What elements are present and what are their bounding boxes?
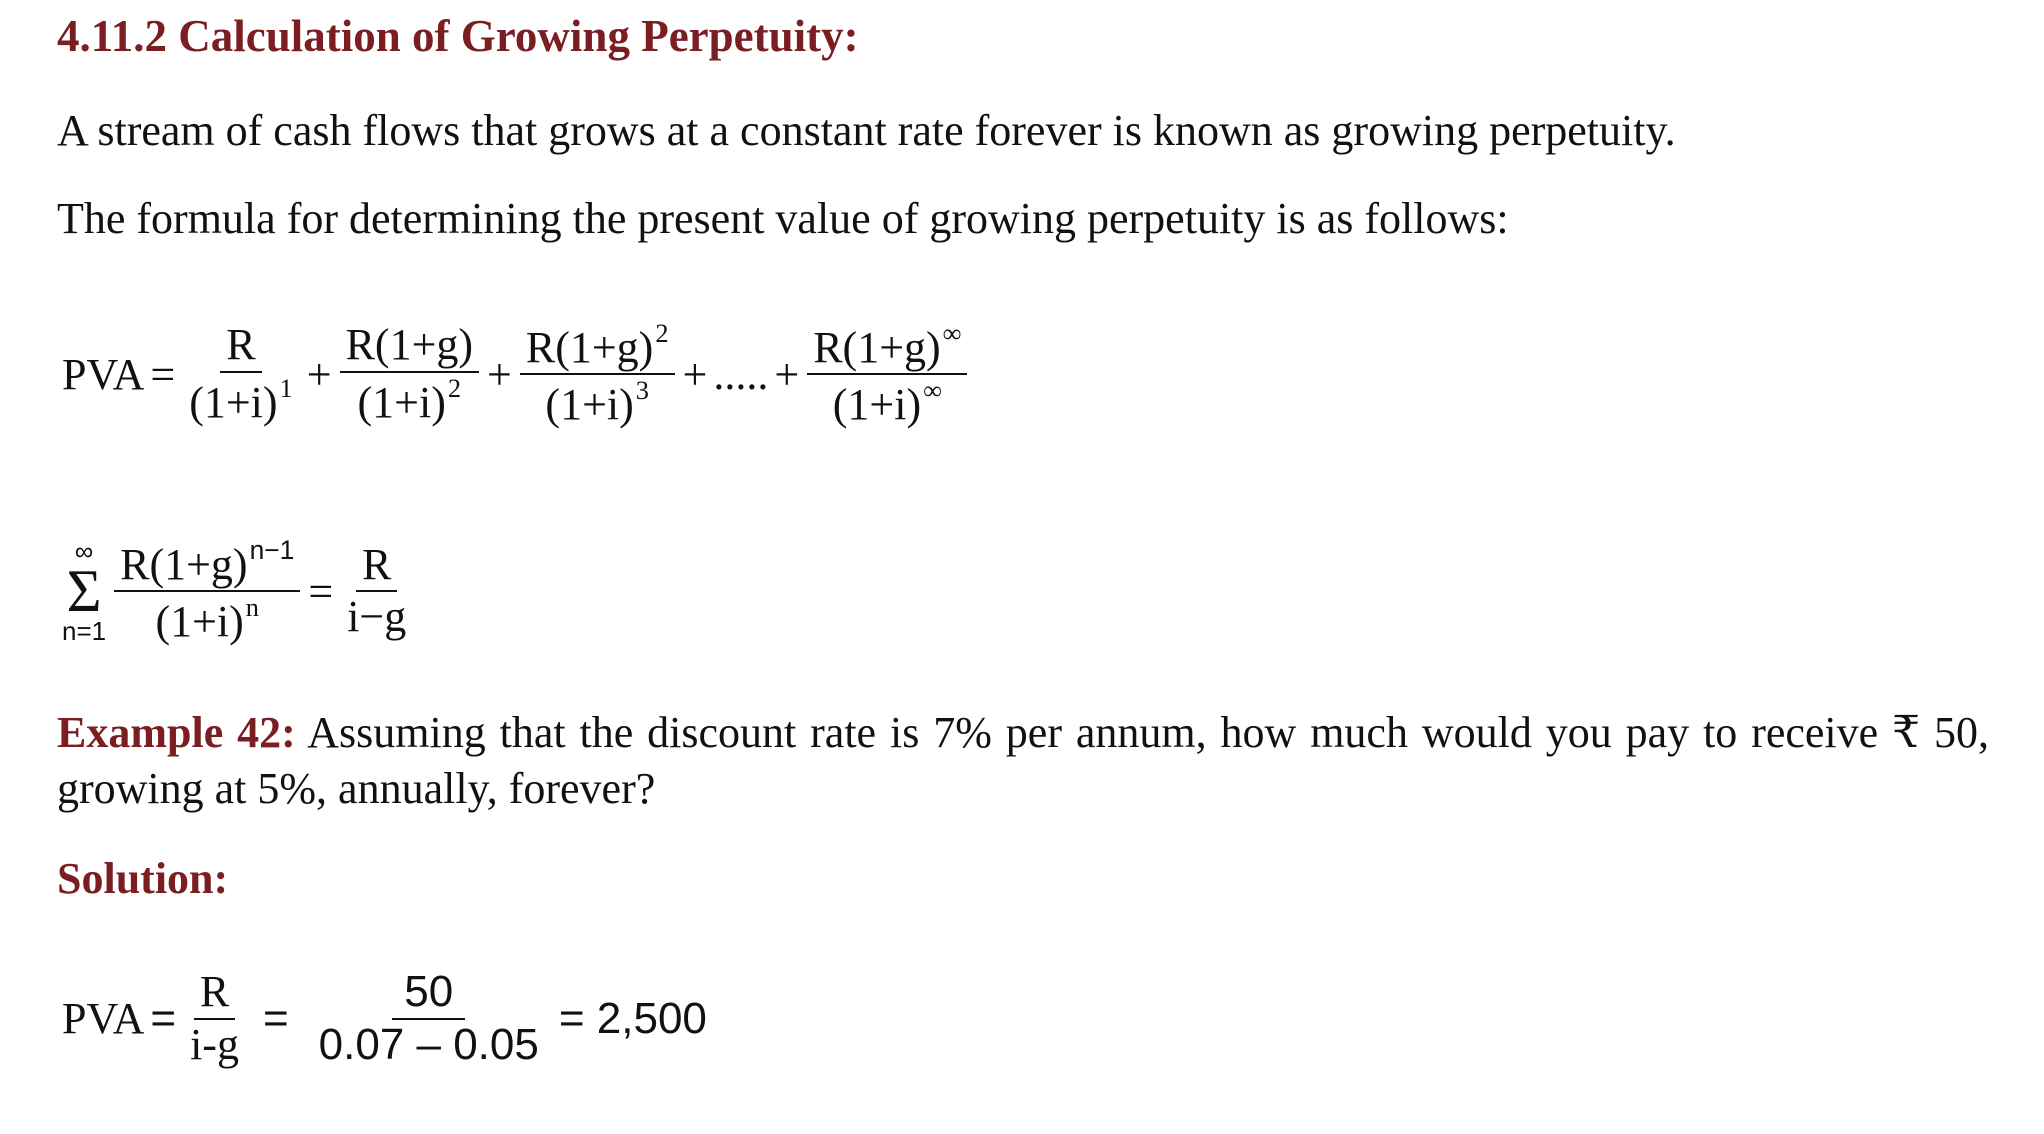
sigma-icon: Σ <box>66 558 102 625</box>
summand-numerator-exponent: n−1 <box>249 535 295 565</box>
symbolic-numerator: R <box>199 967 230 1016</box>
result-numerator: R <box>362 539 392 589</box>
solution-result: = 2,500 <box>558 993 707 1043</box>
series-term-infinity <box>807 318 967 431</box>
solution-label: Solution: <box>57 854 229 903</box>
term-3-numerator: R(1+g) <box>525 322 654 372</box>
term-inf-denominator: (1+i) <box>832 380 922 430</box>
series-term-3 <box>520 318 675 431</box>
example-label: Example 42: <box>57 708 296 757</box>
summand-numerator: R(1+g) <box>120 539 248 589</box>
formula-intro-paragraph: The formula for determining the present value of growing perpetuity is as follows: <box>57 194 1509 243</box>
term-3-denominator-exponent: 3 <box>635 375 649 406</box>
result-denominator: i−g <box>347 592 407 642</box>
sum-upper-limit: ∞ <box>74 536 94 567</box>
numeric-denominator: 0.07 – 0.05 <box>318 1019 539 1069</box>
term-inf-numerator-exponent: ∞ <box>942 318 962 348</box>
numeric-numerator: 50 <box>404 967 454 1016</box>
summand-fraction <box>114 535 300 648</box>
summation-operator <box>62 536 107 647</box>
plus-sign: + <box>682 349 708 399</box>
term-inf-denominator-exponent: ∞ <box>923 375 942 406</box>
solution-formula <box>62 967 713 1070</box>
term-2-denominator-exponent: 2 <box>447 372 462 403</box>
term-2-denominator: (1+i) <box>357 377 446 427</box>
symbolic-denominator: i-g <box>190 1019 239 1069</box>
result-fraction <box>341 540 412 643</box>
term-1-numerator: R <box>226 320 256 370</box>
summand-denominator-exponent: n <box>245 592 259 623</box>
plus-sign: + <box>487 349 512 399</box>
series-formula <box>62 318 969 431</box>
example-text: Assuming that the discount rate is 7% per annum, how much would you pay to receive ₹ 50, growing at 5%, annually, forever? <box>57 708 1989 813</box>
solution-fraction-numeric <box>307 967 551 1070</box>
sum-lower-limit: n=1 <box>62 616 107 647</box>
summand-denominator: (1+i) <box>155 597 244 647</box>
equals-sign: = <box>308 566 334 616</box>
term-3-numerator-exponent: 2 <box>655 318 669 348</box>
section-heading: 4.11.2 Calculation of Growing Perpetuity: <box>57 11 859 61</box>
series-term-1 <box>183 320 299 428</box>
term-2-numerator: R(1+g) <box>345 320 474 370</box>
pva-label: PVA <box>62 349 145 399</box>
definition-paragraph: A stream of cash flows that grows at a constant rate forever is known as growing perpetuity. <box>57 106 1676 155</box>
term-3-denominator: (1+i) <box>545 380 634 430</box>
equals-sign: = <box>262 993 289 1043</box>
pva-label: PVA <box>62 994 145 1044</box>
series-term-2 <box>340 320 479 428</box>
plus-sign: + <box>306 349 332 399</box>
solution-fraction-symbolic <box>184 967 245 1070</box>
equals-sign: = <box>150 993 177 1043</box>
term-1-denominator: (1+i) <box>189 377 278 427</box>
term-1-denominator-exponent: 1 <box>279 372 293 403</box>
plus-sign: + <box>774 349 800 399</box>
term-inf-numerator: R(1+g) <box>813 322 941 372</box>
summation-formula <box>62 535 414 648</box>
equals-sign: = <box>150 349 176 399</box>
ellipsis: ..... <box>713 349 769 399</box>
example-paragraph <box>57 705 1989 817</box>
